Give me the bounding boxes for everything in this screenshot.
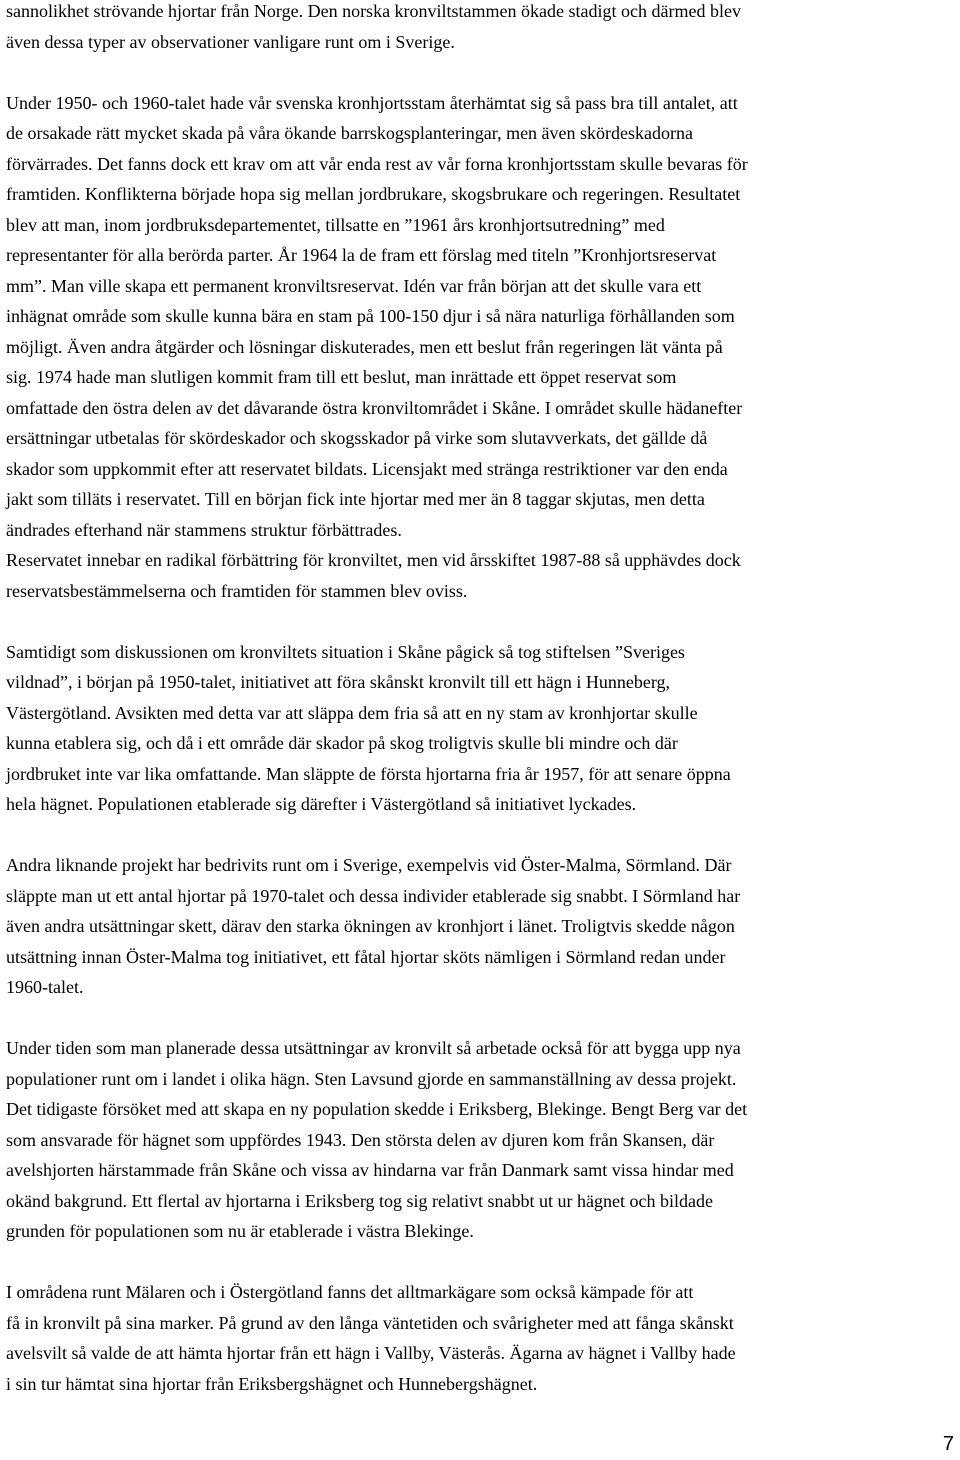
paragraph-4: Samtidigt som diskussionen om kronviltets situation i Skåne pågick så tog stiftelsen ”Sveriges vildnad”, i början på 1950-talet, initiativet att föra skånskt kronvilt till ett hägn i Hunneberg, Västergötland. Avsikten med detta var att släppa dem fria så att en ny stam av kronhjortar skulle kunna etablera sig, och då i ett område där skador på skog troligtvis skulle bli mindre och där jordbruket inte var lika omfattande. Man släppte de första hjortarna fria år 1957, för att senare öppna hela hägnet. Populationen etablerade sig därefter i Västergötland så initiativet lyckades.: [6, 641, 731, 814]
paragraph-7: I områdena runt Mälaren och i Östergötland fanns det alltmarkägare som också kämpade för att få in kronvilt på sina marker. På grund av den långa väntetiden och svårigheter med att fånga skånskt avelsvilt så valde de att hämta hjortar från ett hägn i Vallby, Västerås. Ägarna av hägnet i Vallby hade i sin tur hämtat sina hjortar från Eriksbergshägnet och Hunnebergshägnet.: [6, 1282, 736, 1394]
paragraph-5: Andra liknande projekt har bedrivits runt om i Sverige, exempelvis vid Öster-Malma, Sörmland. Där släppte man ut ett antal hjortar på 1970-talet och dessa individer etablerade sig snabbt. I Sörmland har även andra utsättningar skett, därav den starka ökningen av kronhjort i länet. Troligtvis skedde någon utsättning innan Öster-Malma tog initiativet, ett fåtal hjortar sköts nämligen i Sörmland redan under 1960-talet.: [6, 855, 741, 997]
document-body: [6, 0, 958, 1430]
paragraph-2: Under 1950- och 1960-talet hade vår svenska kronhjortsstam återhämtat sig så pass bra till antalet, att de orsakade rätt mycket skada på våra ökande barrskogsplanteringar, men även skördeskadorna förvärrades. Det fanns dock ett krav om att vår enda rest av vår forna kronhjortsstam skulle bevaras för framtiden. Konflikterna började hopa sig mellan jordbrukare, skogsbrukare och regeringen. Resultatet blev att man, inom jordbruksdepartementet, tillsatte en ”1961 års kronhjortsutredning” med representanter för alla berörda parter. År 1964 la de fram ett förslag med titeln ”Kronhjortsreservat mm”. Man ville skapa ett permanent kronviltsreservat. Idén var från början att det skulle vara ett inhägnat område som skulle kunna bära en stam på 100-150 djur i så nära naturliga förhållanden som möjligt. Även andra åtgärder och lösningar diskuterades, men ett beslut från regeringen lät vänta på sig. 1974 hade man slutligen kommit fram till ett beslut, man inrättade ett öppet reservat som omfattade den östra delen av det dåvarande östra kronviltområdet i Skåne. I området skulle hädanefter ersättningar utbetalas för skördeskador och skogsskador på virke som slutavverkats, det gällde då skador som uppkommit efter att reservatet bildats. Licensjakt med stränga restriktioner var den enda jakt som tilläts i reservatet. Till en början fick inte hjortar med mer än 8 taggar skjutas, men detta ändrades efterhand när stammens struktur förbättrades.: [6, 92, 748, 540]
paragraph-3: Reservatet innebar en radikal förbättring för kronviltet, men vid årsskiftet 1987-88 så upphävdes dock reservatsbestämmelserna och framtiden för stammen blev oviss.: [6, 550, 741, 601]
paragraph-6: Under tiden som man planerade dessa utsättningar av kronvilt så arbetade också för att bygga upp nya populationer runt om i landet i olika hägn. Sten Lavsund gjorde en sammanställning av dessa projekt. Det tidigaste försöket med att skapa en ny population skedde i Eriksberg, Blekinge. Bengt Berg var det som ansvarade för hägnet som uppfördes 1943. Den största delen av djuren kom från Skansen, där avelshjorten härstammade från Skåne och vissa av hindarna var från Danmark samt vissa hindar med okänd bakgrund. Ett flertal av hjortarna i Eriksberg tog sig relativt snabbt ut ur hägnet och bildade grunden för populationen som nu är etablerade i västra Blekinge.: [6, 1038, 748, 1241]
paragraph-1: sannolikhet strövande hjortar från Norge. Den norska kronviltstammen ökade stadigt och därmed blev även dessa typer av observationer vanligare runt om i Sverige.: [6, 1, 741, 52]
page-number: 7: [942, 1433, 954, 1455]
